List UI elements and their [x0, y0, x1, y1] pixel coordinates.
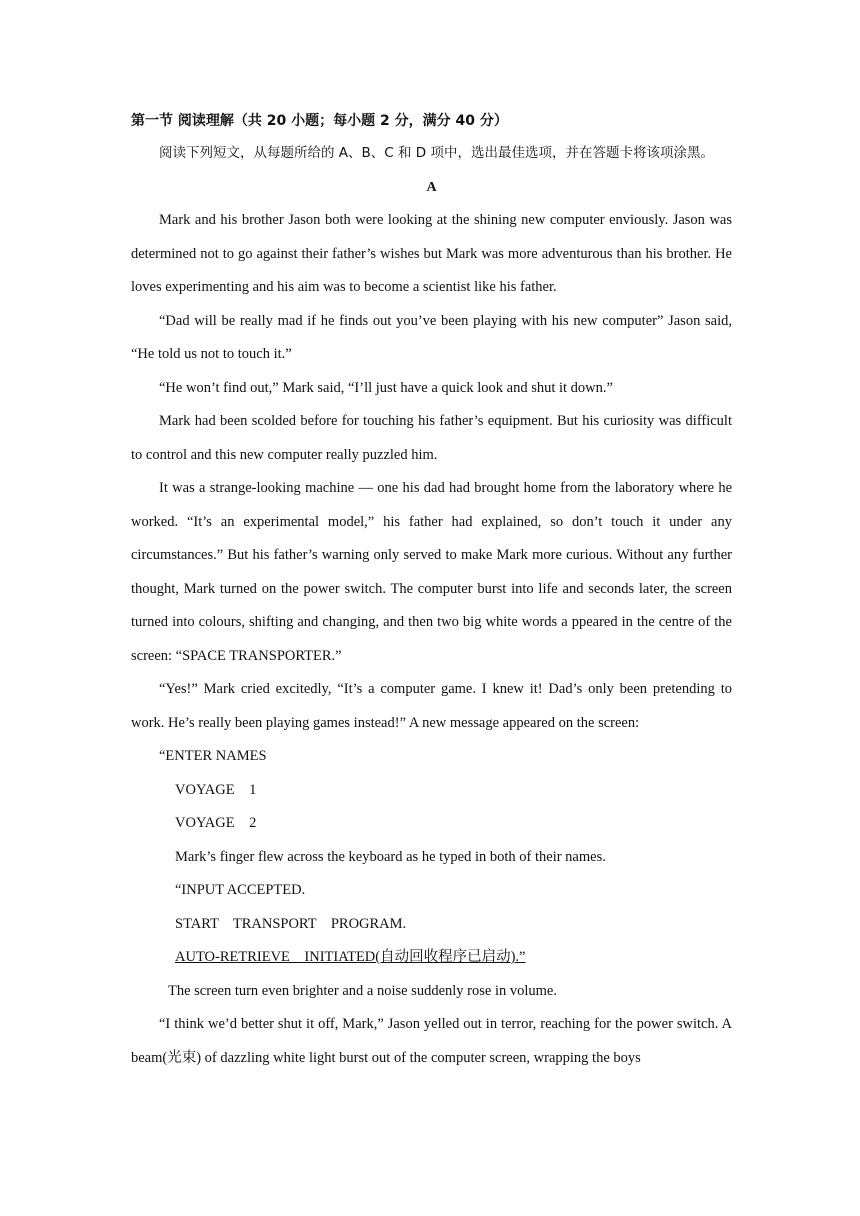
document-content: [131, 110, 732, 1075]
paragraph-jason-terror: “I think we’d better shut it off, Mark,” Jason yelled out in terror, reaching for the power switch. A beam(光束) of dazzling white light burst out of the computer screen, wrapping the boys: [131, 1016, 732, 1066]
section-title: 第一节 阅读理解（共 20 小题；每小题 2 分，满分 40 分）: [131, 113, 508, 129]
screen-line-voyage-1: VOYAGE 1: [175, 781, 257, 798]
instructions: 阅读下列短文，从每题所给的 A、B、C 和 D 项中，选出最佳选项，并在答题卡将该项涂黑。: [159, 145, 714, 161]
passage-title: A: [426, 179, 437, 195]
paragraph: “He won’t find out,” Mark said, “I’ll just have a quick look and shut it down.”: [159, 379, 613, 396]
screen-line-input-accepted: “INPUT ACCEPTED.: [175, 882, 306, 898]
paragraph: Mark had been scolded before for touching his father’s equipment. But his curiosity was difficult to control and this new computer really puzzled him.: [131, 413, 732, 463]
screen-line-start-program: START TRANSPORT PROGRAM.: [175, 915, 407, 932]
paragraph: “Dad will be really mad if he finds out you’ve been playing with his new computer” Jason said, “He told us not to touch it.”: [131, 312, 732, 362]
paragraph: Mark and his brother Jason both were looking at the shining new computer enviously. Jason was determined not to go against their father’s wishes but Mark was more adventurous than his brother. He loves experimenting and his aim was to become a scientist like his father.: [131, 212, 732, 295]
paragraph: It was a strange-looking machine — one his dad had brought home from the laboratory where he worked. “It’s an experimental model,” his father had explained, so don’t touch it under any circumstances.” But his father’s warning only served to make Mark more curious. Without any further thought, Mark turned on the power switch. The computer burst into life and seconds later, the screen turned into colours, shifting and changing, and then two big white words a ppeared in the centre of the screen: “SPACE TRANSPORTER.”: [131, 480, 732, 664]
screen-line-enter-names: “ENTER NAMES: [159, 748, 267, 764]
paragraph: “Yes!” Mark cried excitedly, “It’s a computer game. I knew it! Dad’s only been pretending to work. He’s really been playing games instead!” A new message appeared on the screen:: [131, 681, 732, 731]
paragraph-screen-brighter: The screen turn even brighter and a noise suddenly rose in volume.: [168, 982, 557, 999]
screen-line-auto-retrieve: [131, 941, 732, 975]
screen-line-voyage-2: VOYAGE 2: [175, 815, 257, 831]
auto-retrieve-text: AUTO-RETRIEVE INITIATED(自动回收程序已启动).”: [175, 949, 526, 965]
narration-line-typed: Mark’s finger flew across the keyboard as he typed in both of their names.: [175, 848, 606, 865]
